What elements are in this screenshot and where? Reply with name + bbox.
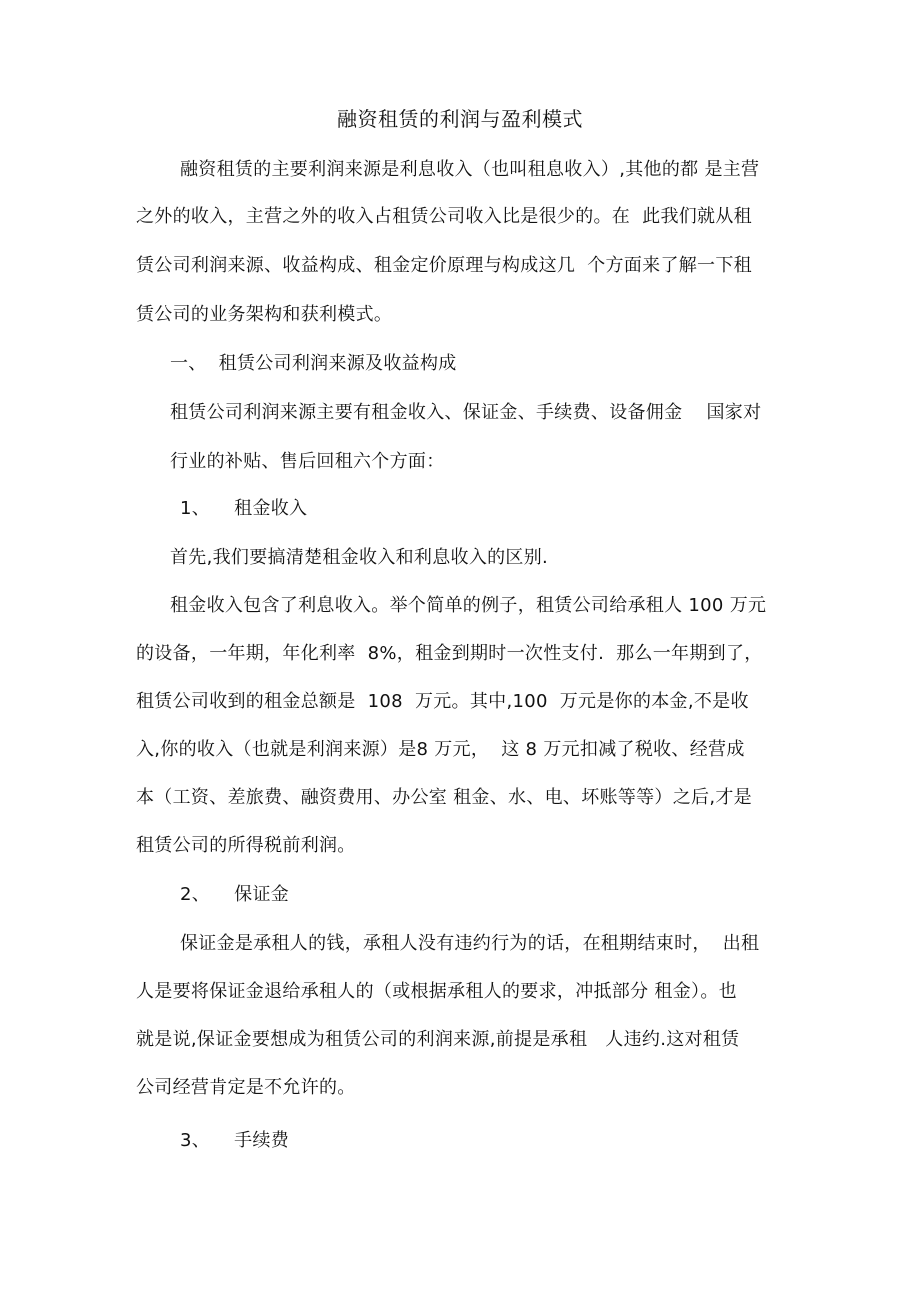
subsection-heading: 3、 手续费 xyxy=(180,1130,290,1151)
subsection-heading: 1、 租金收入 xyxy=(180,498,308,519)
paragraph-line: 租赁公司的所得税前利润。 xyxy=(136,835,356,856)
paragraph-line: 之外的收入，主营之外的收入占租赁公司收入比是很少的。在 此我们就从租 xyxy=(136,206,752,227)
subsection-heading: 2、 保证金 xyxy=(180,884,290,905)
paragraph-line: 的设备，一年期，年化利率 8%，租金到期时一次性支付. 那么一年期到了， xyxy=(136,643,763,664)
paragraph-line: 租赁公司收到的租金总额是 108 万元。其中,100 万元是你的本金,不是收 xyxy=(136,691,749,712)
paragraph-line: 租赁公司利润来源主要有租金收入、保证金、手续费、设备佣金 国家对 xyxy=(170,402,762,423)
paragraph-line: 融资租赁的主要利润来源是利息收入（也叫租息收入）,其他的都 是主营 xyxy=(180,159,760,180)
paragraph-line: 公司经营肯定是不允许的。 xyxy=(136,1077,356,1098)
paragraph-line: 入,你的收入（也就是利润来源）是8 万元， 这 8 万元扣减了税收、经营成 xyxy=(136,739,745,760)
paragraph-line: 赁公司的业务架构和获利模式。 xyxy=(136,304,393,325)
paragraph-line: 赁公司利润来源、收益构成、租金定价原理与构成这几 个方面来了解一下租 xyxy=(136,255,752,276)
paragraph-line: 本（工资、差旅费、融资费用、办公室 租金、水、电、坏账等等）之后,才是 xyxy=(136,787,752,808)
paragraph-line: 行业的补贴、售后回租六个方面： xyxy=(170,451,445,472)
paragraph-line: 就是说,保证金要想成为租赁公司的利润来源,前提是承租 人违约.这对租赁 xyxy=(136,1029,740,1050)
section-heading: 一、 租赁公司利润来源及收益构成 xyxy=(170,353,457,374)
paragraph-line: 首先,我们要搞清楚租金收入和利息收入的区别. xyxy=(170,547,549,568)
paragraph-line: 保证金是承租人的钱，承租人没有违约行为的话，在租期结束时， 出租 xyxy=(180,933,760,954)
paragraph-line: 人是要将保证金退给承租人的（或根据承租人的要求，冲抵部分 租金）。也 xyxy=(136,981,737,1002)
document-title: 融资租赁的利润与盈利模式 xyxy=(337,107,583,131)
paragraph-line: 租金收入包含了利息收入。举个简单的例子，租赁公司给承租人 100 万元 xyxy=(170,595,767,616)
